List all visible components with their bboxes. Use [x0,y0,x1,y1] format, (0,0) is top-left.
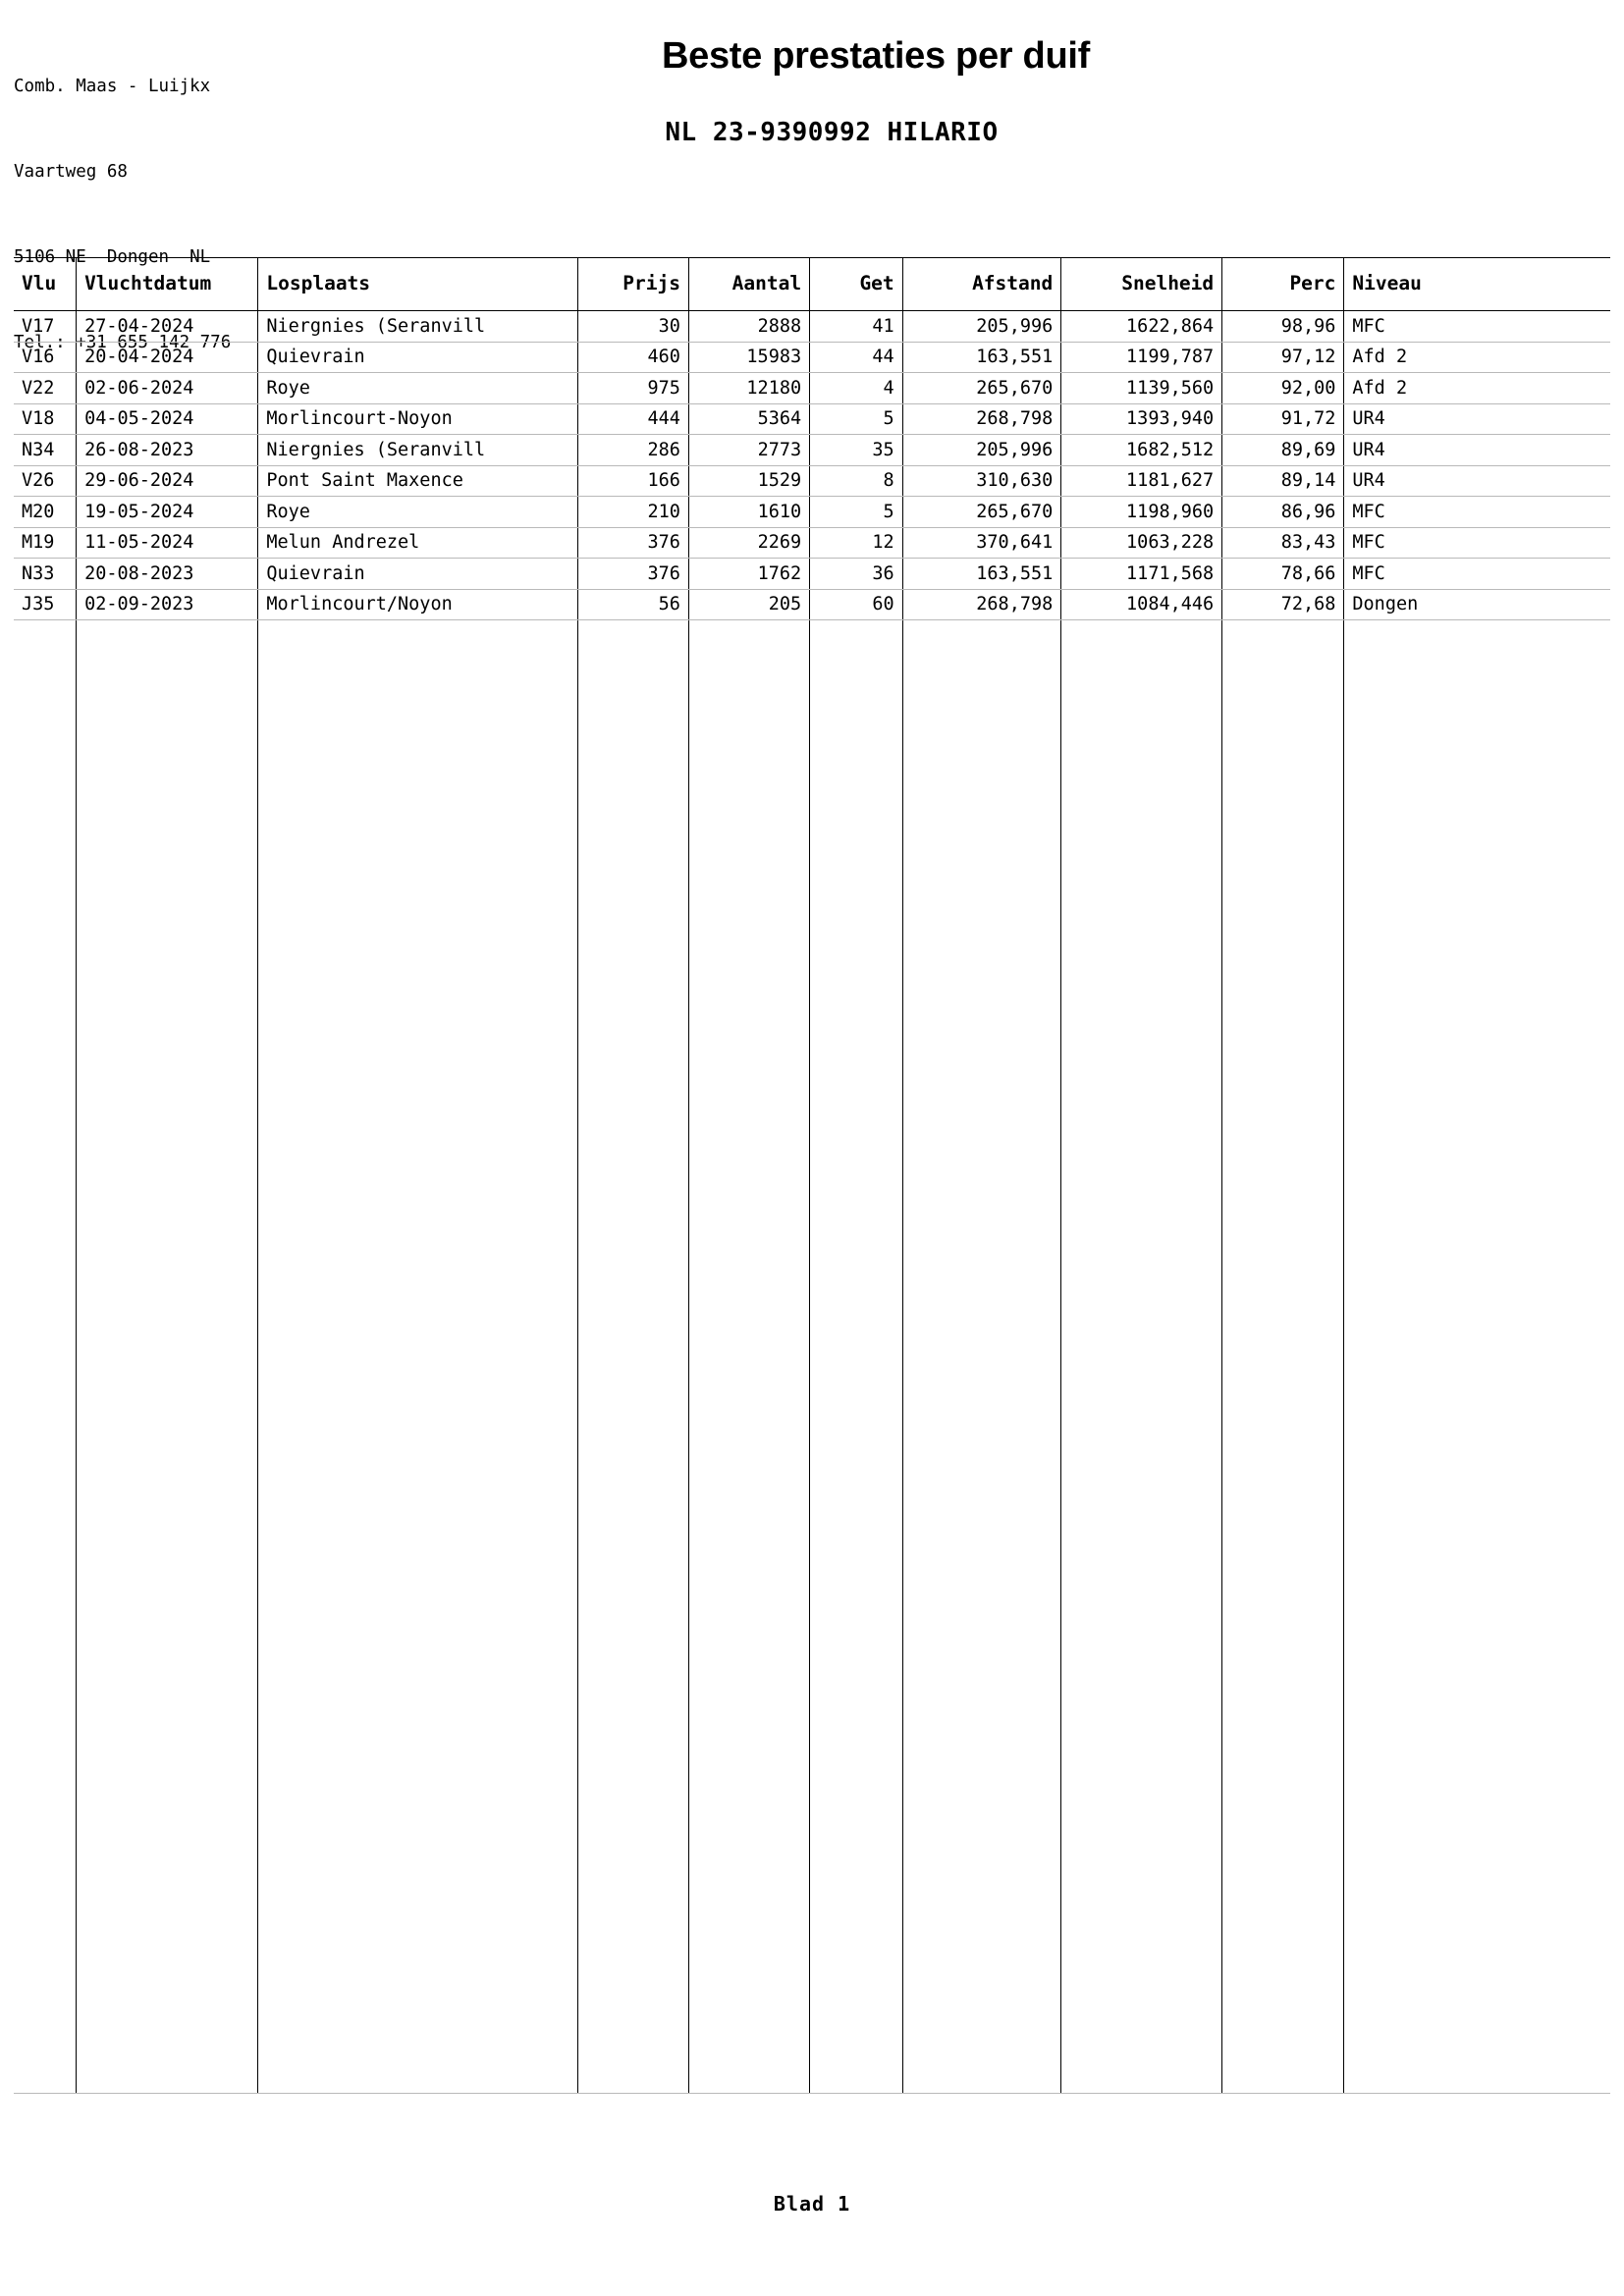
cell-vluchtdatum: 04-05-2024 [77,403,258,435]
cell-vluchtdatum: 20-04-2024 [77,342,258,373]
cell-snelheid: 1622,864 [1061,311,1222,343]
address-line-1: Comb. Maas - Luijkx [14,77,211,96]
cell-niveau: Afd 2 [1344,342,1610,373]
cell-losplaats: Quievrain [258,342,578,373]
cell-niveau: MFC [1344,527,1610,559]
col-header-vluchtdatum: Vluchtdatum [77,258,258,311]
cell-perc: 91,72 [1222,403,1344,435]
cell-snelheid: 1199,787 [1061,342,1222,373]
cell-niveau: MFC [1344,559,1610,590]
cell-snelheid: 1171,568 [1061,559,1222,590]
filler-cell-losplaats [258,620,578,2094]
cell-snelheid: 1063,228 [1061,527,1222,559]
cell-vlu: M20 [14,497,77,528]
cell-afstand: 163,551 [902,559,1061,590]
cell-snelheid: 1181,627 [1061,465,1222,497]
cell-get: 12 [810,527,903,559]
cell-prijs: 286 [578,435,689,466]
table-row [14,435,1610,466]
col-header-get: Get [810,258,903,311]
cell-vluchtdatum: 11-05-2024 [77,527,258,559]
cell-prijs: 166 [578,465,689,497]
cell-get: 44 [810,342,903,373]
table-row [14,589,1610,620]
cell-snelheid: 1198,960 [1061,497,1222,528]
cell-get: 36 [810,559,903,590]
cell-afstand: 265,670 [902,373,1061,404]
cell-vluchtdatum: 27-04-2024 [77,311,258,343]
address-line-4: Tel.: +31 655 142 776 [14,333,232,352]
filler-cell-niveau [1344,620,1610,2094]
col-header-prijs: Prijs [578,258,689,311]
cell-snelheid: 1682,512 [1061,435,1222,466]
table-header-row [14,258,1610,311]
page-title: Beste prestaties per duif [662,35,1090,77]
cell-losplaats: Roye [258,373,578,404]
cell-niveau: UR4 [1344,403,1610,435]
cell-vlu: V26 [14,465,77,497]
table-row [14,497,1610,528]
cell-get: 8 [810,465,903,497]
page-footer: Blad 1 [773,2192,851,2216]
cell-get: 5 [810,497,903,528]
filler-cell-get [810,620,903,2094]
cell-prijs: 376 [578,559,689,590]
cell-get: 5 [810,403,903,435]
filler-cell-vlu [14,620,77,2094]
cell-get: 35 [810,435,903,466]
cell-get: 41 [810,311,903,343]
cell-aantal: 5364 [688,403,809,435]
cell-perc: 78,66 [1222,559,1344,590]
cell-losplaats: Niergnies (Seranvill [258,311,578,343]
filler-cell-afstand [902,620,1061,2094]
cell-prijs: 376 [578,527,689,559]
cell-afstand: 268,798 [902,589,1061,620]
cell-afstand: 163,551 [902,342,1061,373]
cell-losplaats: Pont Saint Maxence [258,465,578,497]
col-header-aantal: Aantal [688,258,809,311]
cell-vlu: N34 [14,435,77,466]
table-row [14,311,1610,343]
table-row [14,465,1610,497]
cell-afstand: 205,996 [902,311,1061,343]
cell-vlu: V17 [14,311,77,343]
cell-aantal: 2773 [688,435,809,466]
filler-cell-snelheid [1061,620,1222,2094]
cell-perc: 89,69 [1222,435,1344,466]
table-filler-row [14,620,1610,2094]
filler-cell-perc [1222,620,1344,2094]
cell-get: 60 [810,589,903,620]
cell-afstand: 205,996 [902,435,1061,466]
col-header-perc: Perc [1222,258,1344,311]
cell-niveau: UR4 [1344,465,1610,497]
cell-losplaats: Morlincourt-Noyon [258,403,578,435]
cell-niveau: Afd 2 [1344,373,1610,404]
table-row [14,559,1610,590]
cell-niveau: UR4 [1344,435,1610,466]
cell-aantal: 1762 [688,559,809,590]
cell-prijs: 975 [578,373,689,404]
cell-niveau: MFC [1344,497,1610,528]
cell-vluchtdatum: 29-06-2024 [77,465,258,497]
table-row [14,342,1610,373]
cell-vlu: N33 [14,559,77,590]
address-line-2: Vaartweg 68 [14,162,128,182]
cell-perc: 98,96 [1222,311,1344,343]
cell-vlu: V18 [14,403,77,435]
table-row [14,527,1610,559]
cell-prijs: 460 [578,342,689,373]
cell-losplaats: Niergnies (Seranvill [258,435,578,466]
results-table [14,257,1610,2094]
filler-cell-vluchtdatum [77,620,258,2094]
table-row [14,403,1610,435]
cell-prijs: 210 [578,497,689,528]
cell-vlu: J35 [14,589,77,620]
cell-losplaats: Roye [258,497,578,528]
col-header-vlu: Vlu [14,258,77,311]
cell-vluchtdatum: 19-05-2024 [77,497,258,528]
cell-losplaats: Morlincourt/Noyon [258,589,578,620]
col-header-snelheid: Snelheid [1061,258,1222,311]
cell-perc: 97,12 [1222,342,1344,373]
table-filler-body [14,620,1610,2094]
cell-vluchtdatum: 02-06-2024 [77,373,258,404]
cell-afstand: 370,641 [902,527,1061,559]
table-header [14,258,1610,311]
table-row [14,373,1610,404]
cell-vlu: M19 [14,527,77,559]
cell-perc: 86,96 [1222,497,1344,528]
cell-vluchtdatum: 20-08-2023 [77,559,258,590]
address-line-3: 5106 NE Dongen NL [14,247,211,267]
cell-aantal: 12180 [688,373,809,404]
cell-aantal: 2269 [688,527,809,559]
cell-perc: 72,68 [1222,589,1344,620]
cell-snelheid: 1084,446 [1061,589,1222,620]
cell-get: 4 [810,373,903,404]
cell-losplaats: Melun Andrezel [258,527,578,559]
table-body [14,311,1610,620]
cell-prijs: 30 [578,311,689,343]
cell-snelheid: 1139,560 [1061,373,1222,404]
cell-vlu: V16 [14,342,77,373]
cell-aantal: 1610 [688,497,809,528]
cell-afstand: 310,630 [902,465,1061,497]
cell-afstand: 265,670 [902,497,1061,528]
cell-afstand: 268,798 [902,403,1061,435]
cell-niveau: MFC [1344,311,1610,343]
col-header-losplaats: Losplaats [258,258,578,311]
cell-aantal: 15983 [688,342,809,373]
cell-prijs: 56 [578,589,689,620]
cell-perc: 92,00 [1222,373,1344,404]
cell-vluchtdatum: 26-08-2023 [77,435,258,466]
cell-vlu: V22 [14,373,77,404]
cell-aantal: 2888 [688,311,809,343]
filler-cell-aantal [688,620,809,2094]
col-header-afstand: Afstand [902,258,1061,311]
col-header-niveau: Niveau [1344,258,1610,311]
cell-aantal: 205 [688,589,809,620]
filler-cell-prijs [578,620,689,2094]
cell-vluchtdatum: 02-09-2023 [77,589,258,620]
pigeon-ring-subtitle: NL 23-9390992 HILARIO [665,118,999,147]
cell-snelheid: 1393,940 [1061,403,1222,435]
cell-perc: 83,43 [1222,527,1344,559]
results-table-container [14,257,1610,2094]
cell-prijs: 444 [578,403,689,435]
cell-losplaats: Quievrain [258,559,578,590]
cell-aantal: 1529 [688,465,809,497]
cell-perc: 89,14 [1222,465,1344,497]
cell-niveau: Dongen [1344,589,1610,620]
